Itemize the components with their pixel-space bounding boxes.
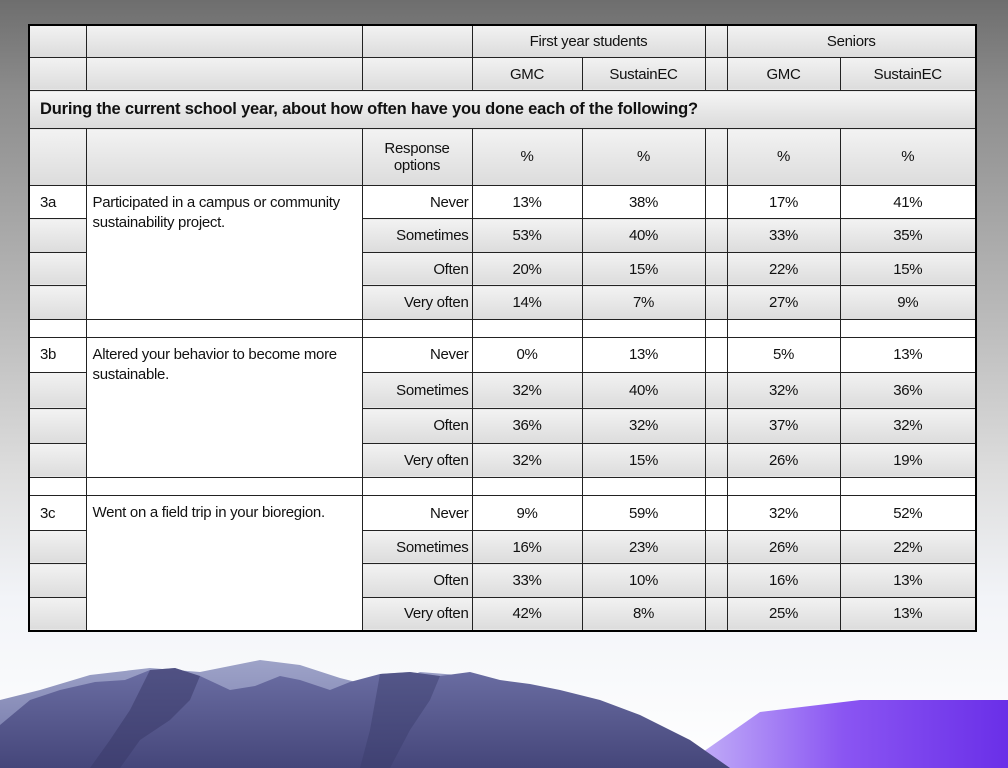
spacer-cell [705,219,727,252]
value-cell: 32% [472,372,582,409]
value-cell: 13% [472,185,582,218]
empty-cell [29,219,86,252]
group-header-row [29,25,976,57]
empty-cell [29,129,86,186]
empty-cell [472,319,582,337]
spacer-cell [705,564,727,597]
response-options-header: Response options [362,129,472,186]
value-cell: 36% [840,372,976,409]
item-id: 3a [29,185,86,218]
spacer-cell [705,443,727,478]
response-option: Sometimes [362,219,472,252]
value-cell: 33% [727,219,840,252]
value-cell: 26% [727,443,840,478]
data-row-3a-1 [29,185,976,218]
value-cell: 17% [727,185,840,218]
value-cell: 32% [727,372,840,409]
percent-header: % [472,129,582,186]
value-cell: 20% [472,252,582,285]
value-cell: 19% [840,443,976,478]
empty-cell [29,25,86,57]
value-cell: 26% [727,530,840,563]
value-cell: 7% [582,286,705,319]
value-cell: 8% [582,597,705,631]
response-option: Often [362,564,472,597]
empty-cell [29,597,86,631]
value-cell: 15% [840,252,976,285]
group-seniors: Seniors [727,25,976,57]
spacer-cell [705,496,727,531]
empty-cell [727,319,840,337]
response-option: Sometimes [362,372,472,409]
value-cell: 9% [472,496,582,531]
item-description: Altered your behavior to become more sustainable. [86,338,362,478]
empty-cell [29,252,86,285]
school-gmc-first: GMC [472,57,582,90]
empty-cell [582,319,705,337]
question-text: During the current school year, about how often have you done each of the following? [29,91,976,129]
empty-cell [29,57,86,90]
value-cell: 9% [840,286,976,319]
value-cell: 33% [472,564,582,597]
data-row-3b-1 [29,338,976,373]
value-cell: 16% [472,530,582,563]
item-id: 3c [29,496,86,531]
value-cell: 5% [727,338,840,373]
empty-cell [86,57,362,90]
empty-cell [705,478,727,496]
item-description: Participated in a campus or community sustainability project. [86,185,362,319]
empty-cell [86,129,362,186]
units-row [29,129,976,186]
spacer-cell [705,597,727,631]
spacer-cell [705,129,727,186]
value-cell: 35% [840,219,976,252]
value-cell: 38% [582,185,705,218]
empty-cell [362,478,472,496]
data-row-3c-1 [29,496,976,531]
value-cell: 15% [582,443,705,478]
response-option: Very often [362,286,472,319]
value-cell: 53% [472,219,582,252]
spacer-cell [705,286,727,319]
value-cell: 32% [840,409,976,444]
school-sustainec-senior: SustainEC [840,57,976,90]
value-cell: 15% [582,252,705,285]
question-row [29,91,976,129]
value-cell: 13% [840,597,976,631]
value-cell: 41% [840,185,976,218]
value-cell: 52% [840,496,976,531]
empty-cell [727,478,840,496]
value-cell: 25% [727,597,840,631]
item-id: 3b [29,338,86,373]
response-option: Sometimes [362,530,472,563]
separator-row [29,478,976,496]
empty-cell [705,319,727,337]
empty-cell [29,409,86,444]
value-cell: 22% [840,530,976,563]
item-description: Went on a field trip in your bioregion. [86,496,362,631]
value-cell: 32% [472,443,582,478]
school-gmc-senior: GMC [727,57,840,90]
spacer-cell [705,530,727,563]
separator-row [29,319,976,337]
value-cell: 13% [582,338,705,373]
value-cell: 32% [582,409,705,444]
response-option: Often [362,409,472,444]
empty-cell [29,286,86,319]
spacer-cell [705,185,727,218]
school-header-row [29,57,976,90]
value-cell: 0% [472,338,582,373]
response-option: Often [362,252,472,285]
empty-cell [472,478,582,496]
spacer-cell [705,372,727,409]
value-cell: 23% [582,530,705,563]
value-cell: 59% [582,496,705,531]
value-cell: 10% [582,564,705,597]
empty-cell [29,443,86,478]
value-cell: 13% [840,338,976,373]
value-cell: 22% [727,252,840,285]
value-cell: 36% [472,409,582,444]
empty-cell [362,25,472,57]
survey-table [28,24,977,632]
empty-cell [86,25,362,57]
percent-header: % [727,129,840,186]
empty-cell [29,478,86,496]
empty-cell [29,372,86,409]
school-sustainec-first: SustainEC [582,57,705,90]
value-cell: 37% [727,409,840,444]
empty-cell [29,530,86,563]
value-cell: 16% [727,564,840,597]
value-cell: 40% [582,219,705,252]
empty-cell [840,478,976,496]
empty-cell [29,564,86,597]
percent-header: % [840,129,976,186]
empty-cell [582,478,705,496]
value-cell: 27% [727,286,840,319]
empty-cell [362,319,472,337]
value-cell: 14% [472,286,582,319]
value-cell: 40% [582,372,705,409]
spacer-cell [705,25,727,57]
value-cell: 42% [472,597,582,631]
response-option: Very often [362,597,472,631]
empty-cell [86,319,362,337]
response-option: Never [362,185,472,218]
empty-cell [86,478,362,496]
percent-header: % [582,129,705,186]
empty-cell [29,319,86,337]
response-option: Never [362,496,472,531]
spacer-cell [705,57,727,90]
empty-cell [362,57,472,90]
spacer-cell [705,252,727,285]
group-first-year: First year students [472,25,705,57]
response-option: Very often [362,443,472,478]
response-option: Never [362,338,472,373]
spacer-cell [705,409,727,444]
spacer-cell [705,338,727,373]
empty-cell [840,319,976,337]
purple-band [680,700,1008,768]
value-cell: 13% [840,564,976,597]
value-cell: 32% [727,496,840,531]
